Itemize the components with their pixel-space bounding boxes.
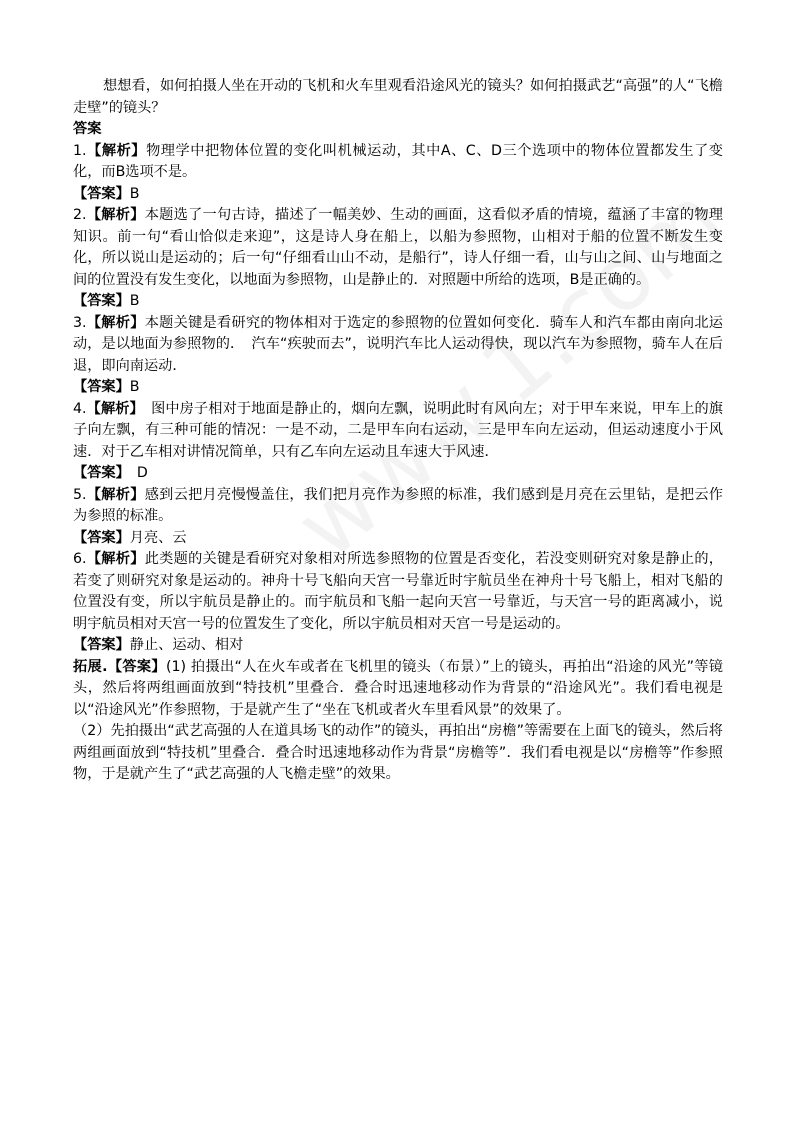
answer-value: 静止、运动、相对 bbox=[129, 637, 244, 653]
answer-label: 【答案】 bbox=[73, 465, 123, 481]
analysis-label: 【解析】 bbox=[86, 551, 145, 567]
answer-value: B bbox=[129, 379, 140, 395]
answer-line bbox=[73, 291, 723, 313]
answer-line bbox=[73, 635, 723, 657]
analysis-text: 本题关键是看研究的物体相对于选定的参照物的位置如何变化．骑车人和汽车都由南向北运动，是以地面为参照物的． 汽车“疾驶而去”，说明汽车比人运动得快，现以汽车为参照物，骑车人在后退，即向南运动． bbox=[73, 314, 723, 374]
extension-answer-label: .【答案】 bbox=[102, 658, 166, 675]
analysis-text: 图中房子相对于地面是静止的，烟向左飘，说明此时有风向左；对于甲车来说，甲车上的旗子向左飘，有三种可能的情况：一是不动，二是甲车向右运动，三是甲车向左运动，但运动速度小于风速．对于乙车相对讲情况简单，只有乙车向左运动且车速大于风速． bbox=[73, 400, 723, 460]
analysis-label: 【解析】 bbox=[86, 314, 145, 331]
item-number: 3. bbox=[73, 314, 87, 331]
analysis-paragraph bbox=[73, 485, 723, 528]
analysis-label: 【解析】 bbox=[86, 207, 145, 223]
analysis-paragraph bbox=[73, 141, 723, 184]
answer-line bbox=[73, 528, 723, 550]
intro-question: 想想看，如何拍摄人坐在开动的飞机和火车里观看沿途风光的镜头？如何拍摄武艺“高强”的人“飞檐走壁”的镜头？ bbox=[73, 78, 723, 116]
analysis-text: 本题选了一句古诗，描述了一幅美妙、生动的画面，这看似矛盾的情境，蕴涵了丰富的物理知识。前一句“看山恰似走来迎”，这是诗人身在船上，以船为参照物，山相对于船的位置不断发生变化，所以说山是运动的；后一句“仔细看山山不动，是船行”，诗人仔细一看，山与山之间、山与地面之间的位置没有发生变化，以地面为参照物，山是静止的．对照题中所给的选项，B是正确的。 bbox=[73, 207, 723, 288]
answer-line bbox=[73, 184, 723, 206]
analysis-label: 【解析】 bbox=[86, 400, 137, 417]
answer-item-6 bbox=[73, 549, 723, 657]
analysis-paragraph bbox=[73, 549, 723, 635]
item-number: 1. bbox=[73, 142, 87, 159]
analysis-text: 此类题的关键是看研究对象相对所选参照物的位置是否变化，若没变则研究对象是静止的，若变了则研究对象是运动的。神舟十号飞船向天宫一号靠近时宇航员坐在神舟十号飞船上，相对飞船的位置没有变，所以宇航员是静止的。而宇航员和飞船一起向天宫一号靠近，与天宫一号的距离减小，说明宇航员相对天宫一号的位置发生了变化，所以宇航员相对天宫一号是运动的。 bbox=[73, 551, 723, 632]
answer-label: 【答案】 bbox=[73, 379, 130, 395]
extension-section bbox=[73, 657, 723, 786]
answer-label: 【答案】 bbox=[73, 637, 130, 653]
answer-label: 【答案】 bbox=[73, 293, 130, 309]
item-number: 4. bbox=[73, 400, 87, 417]
answer-line bbox=[73, 463, 723, 485]
item-number: 6. bbox=[73, 551, 87, 567]
answer-value: B bbox=[129, 293, 140, 309]
extension-part-1 bbox=[73, 657, 723, 722]
analysis-label: 【解析】 bbox=[86, 142, 147, 159]
answer-item-1 bbox=[73, 141, 723, 206]
analysis-paragraph bbox=[73, 399, 723, 464]
answer-value: B bbox=[129, 185, 140, 202]
answer-heading: 答案 bbox=[73, 121, 102, 137]
document-body bbox=[73, 76, 723, 786]
extension-text-1: (1) 拍摄出“人在火车或者在飞机里的镜头（布景）”上的镜头，再拍出“沿途的风光”等镜头，然后将两组画面放到“特技机”里叠合．叠合时迅速地移动作为背景的“沿途风光”。我们看电视是以“沿途风光”作参照物，于是就产生了“坐在飞机或者火车里看风景”的效果了。 bbox=[73, 658, 723, 718]
extension-part-2: （2）先拍摄出“武艺高强的人在道具场飞的动作”的镜头，再拍出“房檐”等需要在上面飞的镜头，然后将两组画面放到“特技机”里叠合．叠合时迅速地移动作为背景“房檐等”．我们看电视是以“房檐等”作参照物，于是就产生了“武艺高强的人飞檐走壁”的效果。 bbox=[73, 723, 723, 782]
answer-item-3 bbox=[73, 313, 723, 399]
analysis-paragraph bbox=[73, 205, 723, 291]
answer-item-5 bbox=[73, 485, 723, 550]
analysis-paragraph bbox=[73, 313, 723, 378]
answer-item-2 bbox=[73, 205, 723, 313]
answer-label: 【答案】 bbox=[73, 185, 130, 202]
analysis-label: 【解析】 bbox=[86, 486, 145, 503]
answer-value: D bbox=[122, 465, 148, 481]
analysis-text: 物理学中把物体位置的变化叫机械运动，其中A、C、D三个选项中的物体位置都发生了变化，而B选项不是。 bbox=[73, 142, 723, 180]
answer-value: 月亮、云 bbox=[129, 529, 187, 546]
analysis-text: 感到云把月亮慢慢盖住，我们把月亮作为参照的标准，我们感到是月亮在云里钻，是把云作为参照的标准。 bbox=[73, 486, 723, 524]
item-number: 5. bbox=[73, 486, 87, 503]
extension-label: 拓展 bbox=[73, 658, 103, 675]
answer-label: 【答案】 bbox=[73, 529, 130, 546]
item-number: 2. bbox=[73, 207, 87, 223]
answer-line bbox=[73, 377, 723, 399]
answer-item-4 bbox=[73, 399, 723, 485]
